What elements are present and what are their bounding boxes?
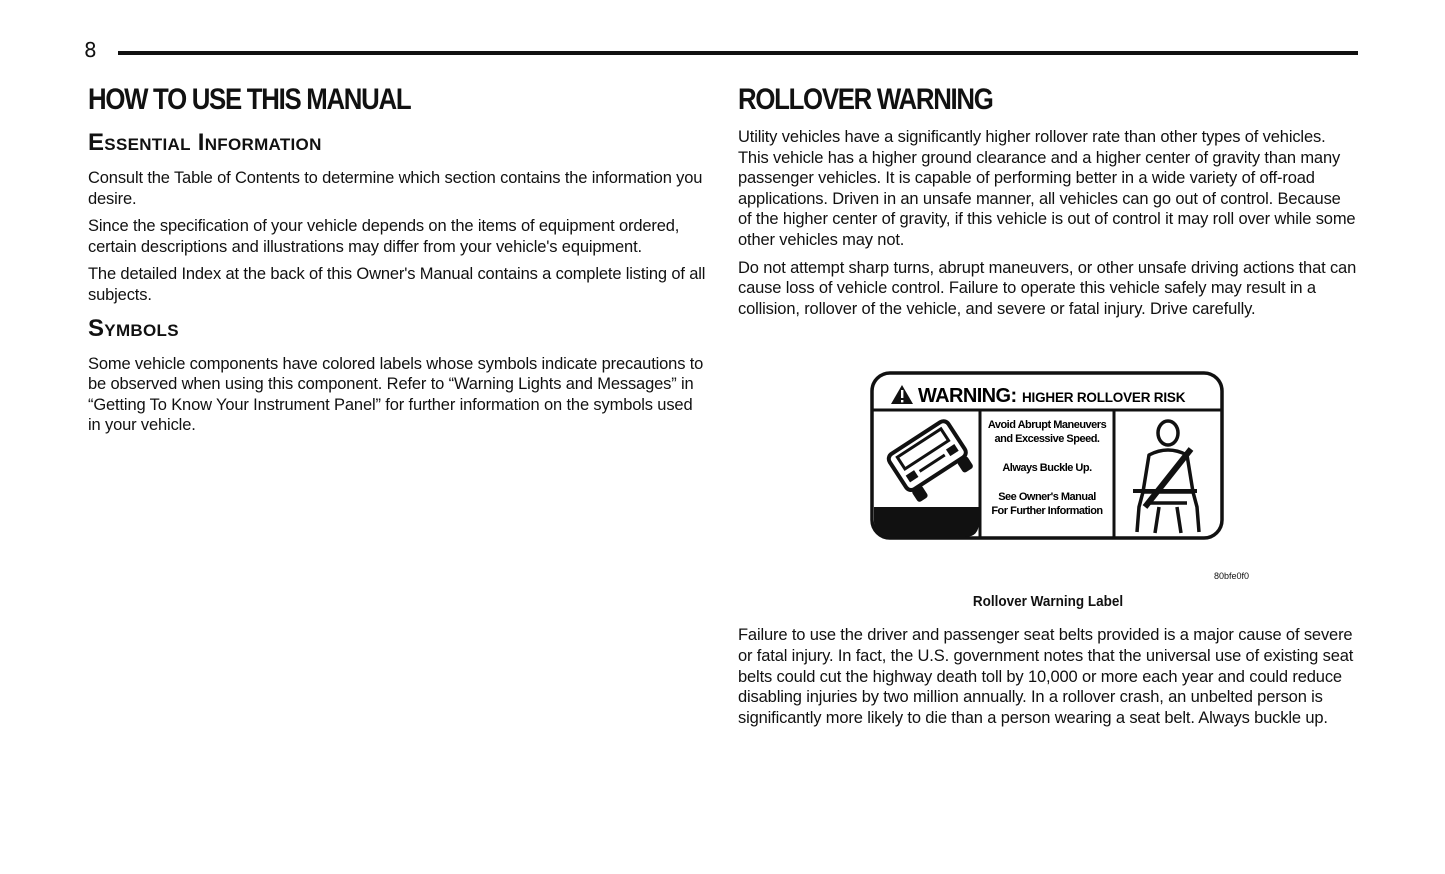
chapter-title-rollover-warning: ROLLOVER WARNING — [738, 83, 993, 116]
paragraph: The detailed Index at the back of this Owner's Manual contains a complete listing of all subjects. — [88, 265, 706, 304]
label-warning-text: WARNING: — [918, 385, 1017, 408]
figure-caption: Rollover Warning Label — [972, 593, 1124, 611]
paragraph: Since the specification of your vehicle depends on the items of equipment ordered, certain descriptions and illustrations may differ from your vehicle's equipment. — [88, 217, 680, 256]
paragraph: Some vehicle components have colored labels whose symbols indicate precautions to be observed when using this component. Refer to “Warning Lights and Messages” in “Getting To Know Your Instrument Panel” for further information on the symbols used in your vehicle. — [88, 354, 704, 435]
label-line-3: Always Buckle Up. — [1002, 462, 1092, 475]
header-rule — [118, 51, 1358, 55]
warning-label-image — [845, 357, 1249, 593]
rollover-warning-label-figure — [845, 357, 1249, 593]
section-heading-symbols: Symbols — [88, 314, 179, 342]
right-column — [738, 82, 1358, 735]
page-number: 8 — [84, 38, 97, 62]
figure-code: 80bfe0f0 — [1213, 571, 1249, 582]
label-line-1: Avoid Abrupt Maneuvers — [987, 419, 1107, 432]
paragraph: Failure to use the driver and passenger seat belts provided is a major cause of severe or fatal injury. In fact, the U.S. government notes that the universal use of existing seat belts could cut the highway death toll by 10,000 or more each year and could reduce disabling injuries by two million annually. In a rollover crash, an unbelted person is significantly more likely to die than a person wearing a seat belt. Always buckle up. — [738, 626, 1354, 727]
label-line-5: For Further Information — [991, 505, 1103, 518]
chapter-title-how-to-use: HOW TO USE THIS MANUAL — [88, 83, 411, 116]
left-column — [88, 82, 706, 443]
label-risk-text: HIGHER ROLLOVER RISK — [1022, 390, 1186, 406]
paragraph: Consult the Table of Contents to determine which section contains the information you desire. — [88, 169, 703, 208]
label-line-4: See Owner's Manual — [998, 491, 1096, 504]
label-line-2: and Excessive Speed. — [994, 433, 1100, 446]
paragraph: Utility vehicles have a significantly higher rollover rate than other types of vehicles. This vehicle has a higher ground clearance and a higher center of gravity than many passenger vehicles. It is capable of performing better in a wide variety of off-road applications. Driven in an unsafe manner, all vehicles can go out of control. Because of the higher center of gravity, if this vehicle is out of control it may roll over while some other vehicles may not. — [738, 128, 1356, 249]
section-heading-essential-information: Essential Information — [88, 129, 322, 156]
paragraph: Do not attempt sharp turns, abrupt maneuvers, or other unsafe driving actions that can cause loss of vehicle control. Failure to operate this vehicle safely may result in a collision, rollover of the vehicle, and severe or fatal injury. Drive carefully. — [738, 258, 1357, 318]
